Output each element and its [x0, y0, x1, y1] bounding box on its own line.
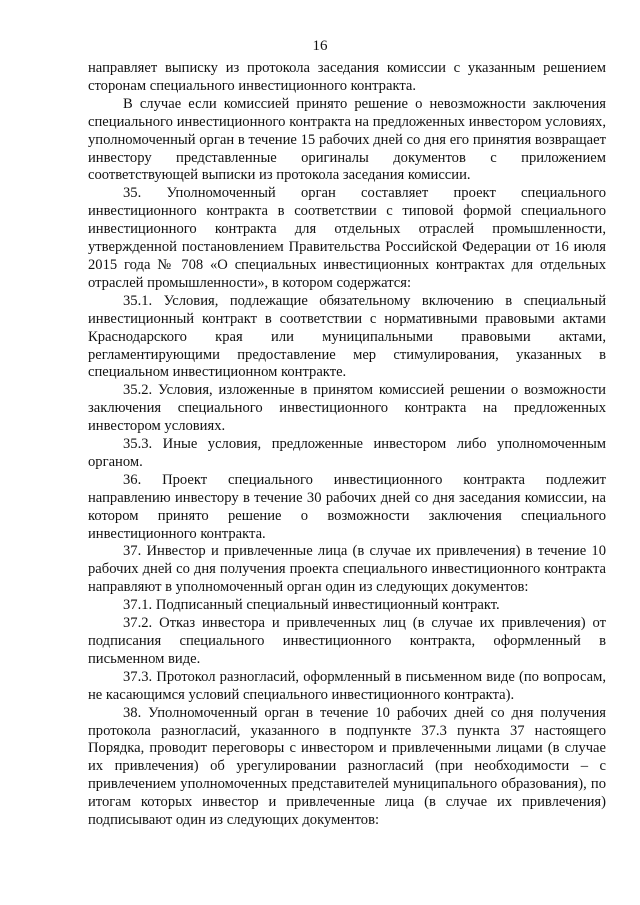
paragraph-38: 38. Уполномоченный орган в течение 10 рабочих дней со дня получения протокола разногласий, указанного в подпункте 37.3 пункта 37 настоящего Порядка, проводит переговоры с инвестором и привлеченными лицами (в случае их привлечения) об урегулировании разногласий (при необходимости – с привлечением уполномоченных представителей муниципального образования), по итогам которых инвестор и привлеченные лица (в случае их привлечения) подписывают один из следующих документов: — [88, 704, 606, 829]
paragraph-refusal-return: В случае если комиссией принято решение о невозможности заключения специального инвестиционного контракта на предложенных инвестором условиях, уполномоченный орган в течение 15 рабочих дней со дня его принятия возвращает инвестору представленные оригиналы документов с приложением соответствующей выписки из протокола заседания комиссии. — [88, 95, 606, 184]
paragraph-37-1: 37.1. Подписанный специальный инвестиционный контракт. — [123, 597, 500, 614]
paragraph-37: 37. Инвестор и привлеченные лица (в случае их привлечения) в течение 10 рабочих дней со дня получения проекта специального инвестиционного контракта направляют в уполномоченный орган один из следующих документов: — [88, 543, 606, 596]
paragraph-35: 35. Уполномоченный орган составляет проект специального инвестиционного контракта в соответствии с типовой формой специального инвестиционного контракта для отдельных отраслей промышленности, утвержденной постановлением Правительства Российской Федерации от 16 июля 2015 года № 708 «О специальных инвестиционных контрактах для отдельных отраслей промышленности», в котором содержатся: — [88, 185, 606, 291]
document-body — [88, 60, 606, 830]
paragraph-35-2: 35.2. Условия, изложенные в принятом комиссией решении о возможности заключения специального инвестиционного контракта на предложенных инвестором условиях. — [88, 382, 606, 435]
paragraph-35-1: 35.1. Условия, подлежащие обязательному включению в специальный инвестиционный контракт в соответствии с нормативными правовыми актами Краснодарского края или муниципальными правовыми актами, регламентирующими предоставление мер стимулирования, указанных в специальном инвестиционном контракте. — [88, 292, 606, 381]
paragraph-37-3: 37.3. Протокол разногласий, оформленный в письменном виде (по вопросам, не касающимся условий специального инвестиционного контракта). — [88, 668, 606, 703]
paragraph-37-2: 37.2. Отказ инвестора и привлеченных лиц (в случае их привлечения) от подписания специального инвестиционного контракта, оформленный в письменном виде. — [88, 615, 606, 667]
paragraph-35-3: 35.3. Иные условия, предложенные инвестором либо уполномоченным органом. — [88, 436, 606, 470]
paragraph-36: 36. Проект специального инвестиционного контракта подлежит направлению инвестору в течение 30 рабочих дней со дня заседания комиссии, на котором принято решение о возможности заключения специального инвестиционного контракта. — [88, 471, 606, 542]
paragraph-continuation: направляет выписку из протокола заседания комиссии с указанным решением сторонам специального инвестиционного контракта. — [88, 60, 606, 94]
page-number: 16 — [312, 38, 328, 54]
